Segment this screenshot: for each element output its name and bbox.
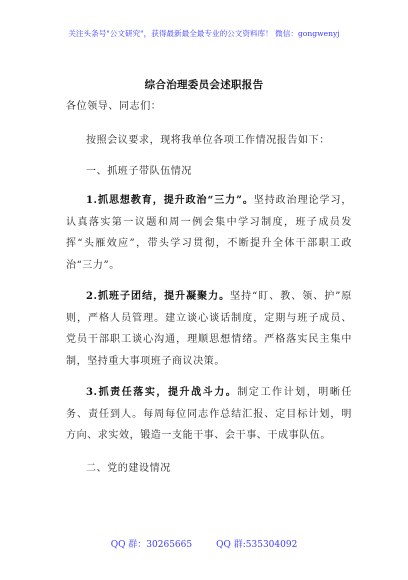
item-1-lead: 1.抓思想教育，提升政治“三力”。 [86,195,254,206]
footer-contact [0,537,408,550]
item-2-lead: 2.抓班子团结，提升凝聚力。 [86,291,231,302]
section-heading-2: 二、党的建设情况 [86,463,171,474]
document-title: 综合治理委员会述职报告 [144,79,264,91]
intro-paragraph: 按照会议要求，现将我单位各项工作情况报告如下： [86,135,330,146]
item-3-body: 制定工作计划，明晰任务、责任到人。每周每位同志作总结汇报、定目标计划，明方向、求实效，锻造一支能干事、会干事、干成事队伍。 [66,387,352,441]
section-heading-1: 一、抓班子带队伍情况 [86,166,192,177]
item-2-body: 坚持“盯、教、领、护”原则，严格人员管理。建立谈心谈话制度，定期与班子成员、党员干部职工谈心沟通，理顺思想情绪。严格落实民主集中制，坚持重大事项班子商议决策。 [66,291,352,367]
paragraph-item-2 [66,286,352,372]
paragraph-item-3 [66,382,352,447]
salutation: 各位领导、同志们： [66,101,162,112]
header-banner: 关注头条号"公文研究"，获得最新最全最专业的公文资料库！ 微信：gongwenyj [68,29,340,38]
footer-qq-1: QQ 群：30265665 [110,540,193,550]
item-3-lead: 3.抓责任落实，提升战斗力。 [86,387,238,398]
footer-qq-2: QQ 群:535304092 [216,540,298,550]
item-1-body: 坚持政治理论学习，认真落实第一议题和周一例会集中学习制度，班子成员发挥“头雁效应”，带头学习贯彻，不断提升全体干部职工政治“三力”。 [66,195,352,271]
paragraph-item-1 [66,190,352,276]
